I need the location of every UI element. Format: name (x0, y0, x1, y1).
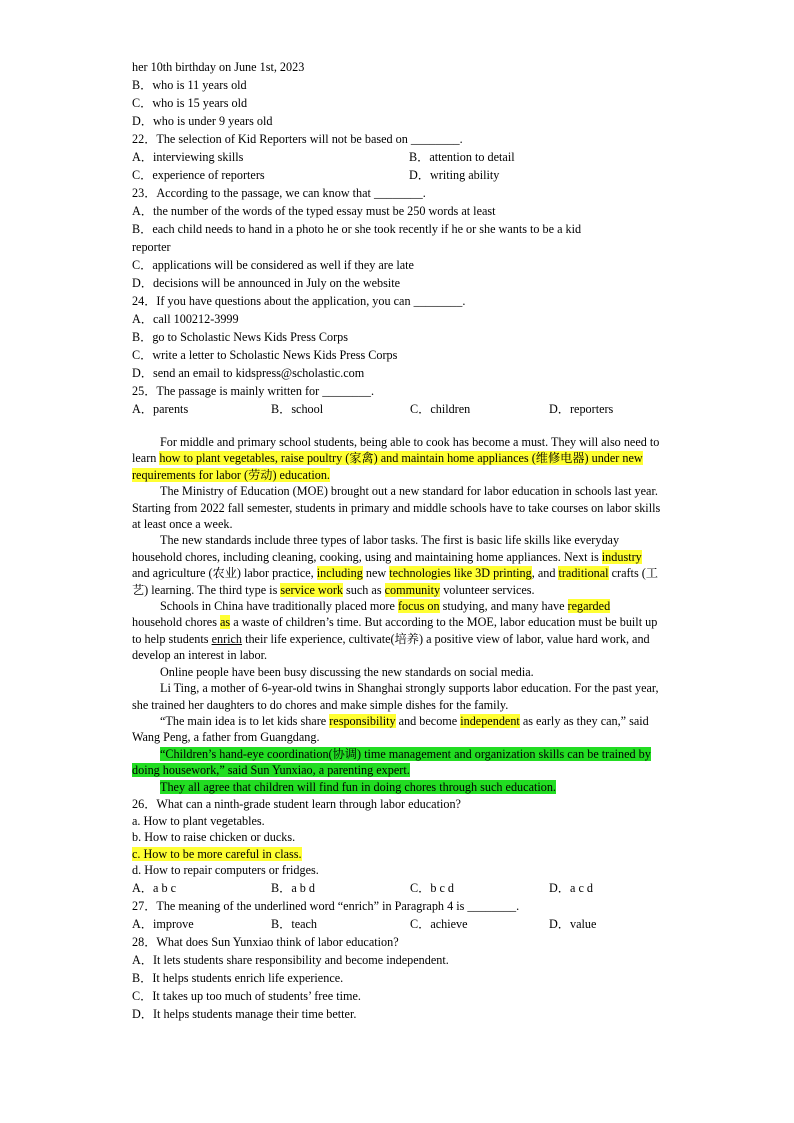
underlined-word: enrich (211, 631, 243, 646)
q25-option-d: D．reporters (549, 402, 614, 416)
q24-option-d: D．send an email to kidspress@scholastic.com (132, 366, 365, 380)
passage-paragraph-3: The new standards include three types of labor tasks. The first is basic life skills like everyday household chores, including cleaning, cooking, using and maintaining home appliances. Next is industry and agriculture (农业) labor practice, including new technologies like 3D printing, and traditional crafts (工艺) learning. The third type is service work such as community volunteer services. (132, 533, 658, 597)
q22-option-d: D．writing ability (409, 168, 500, 182)
reading-passage (132, 434, 662, 795)
q23-option-c: C．applications will be considered as well if they are late (132, 258, 414, 272)
highlight: traditional (558, 566, 609, 581)
highlight-green: “Children’s hand-eye coordination(协调) time management and organization skills can be trained by doing housework,” said Sun Yunxiao, a parenting expert. (132, 746, 651, 778)
q23-stem: 23．According to the passage, we can know that ________. (132, 186, 426, 200)
passage-paragraph-6: Li Ting, a mother of 6-year-old twins in Shanghai strongly supports labor education. For the past year, she trained her daughters to do chores and make simple dishes for the family. (132, 681, 659, 712)
passage-paragraph-7: “The main idea is to let kids share responsibility and become independent as early as they can,” said Wang Peng, a father from Guangdang. (132, 713, 649, 745)
q26-option-c: C．b c d (410, 880, 455, 895)
highlight: as (220, 615, 231, 630)
highlight: c. How to be more careful in class. (132, 846, 302, 861)
highlight: independent (460, 713, 520, 728)
q26-option-d: D．a c d (549, 880, 593, 895)
q25-option-b: B．school (271, 402, 324, 416)
passage-paragraph-8 (132, 746, 662, 779)
question-22 (132, 130, 662, 184)
q23-option-d: D．decisions will be announced in July on the website (132, 276, 401, 290)
question-27 (132, 897, 662, 933)
question-24 (132, 292, 662, 382)
q27-option-b: B．teach (271, 916, 318, 931)
q24-option-a: A．call 100212-3999 (132, 312, 239, 326)
q28-option-a: A．It lets students share responsibility and become independent. (132, 952, 449, 967)
q27-option-a: A．improve (132, 916, 194, 931)
passage-paragraph-9 (132, 779, 662, 795)
q26-stem: 26．What can a ninth-grade student learn through labor education? (132, 796, 461, 811)
q26-item-b: b. How to raise chicken or ducks. (132, 830, 296, 845)
q21-option-b: B．who is 11 years old (132, 78, 247, 92)
q27-option-c: C．achieve (410, 916, 468, 931)
highlight: regarded (567, 599, 611, 614)
question-21-tail (132, 58, 662, 130)
highlight: industry (601, 549, 642, 564)
passage-paragraph-2: The Ministry of Education (MOE) brought out a new standard for labor education in schools last year. Starting from 2022 fall semester, students in primary and middle schools have to take courses on labor skills at least once a week. (132, 484, 661, 532)
q26-item-c (132, 846, 662, 862)
q26-item-d: d. How to repair computers or fridges. (132, 863, 319, 878)
q26-item-a: a. How to plant vegetables. (132, 813, 265, 828)
passage-paragraph-4: Schools in China have traditionally placed more focus on studying, and many have regarded household chores as a waste of children’s time. But according to the MOE, labor education must be built up to help students enrich their life experience, cultivate(培养) a positive view of labor, value hard work, and develop an interest in labor. (132, 599, 658, 663)
highlight: including (316, 566, 363, 581)
highlight-green: They all agree that children will find fun in doing chores through such education. (160, 779, 556, 794)
q24-option-c: C．write a letter to Scholastic News Kids Press Corps (132, 348, 398, 362)
q22-stem: 22．The selection of Kid Reporters will not be based on ________. (132, 132, 463, 146)
highlight: focus on (397, 599, 440, 614)
q22-option-c: C．experience of reporters (132, 168, 265, 182)
highlight: service work (280, 582, 343, 597)
highlight: technologies like 3D printing (389, 566, 532, 581)
question-25 (132, 382, 662, 418)
q28-stem: 28．What does Sun Yunxiao think of labor education? (132, 934, 399, 949)
question-26 (132, 795, 662, 897)
q23-option-a: A．the number of the words of the typed essay must be 250 words at least (132, 204, 496, 218)
q25-option-c: C．children (410, 402, 471, 416)
passage-paragraph-5: Online people have been busy discussing the new standards on social media. (160, 664, 534, 679)
q21-option-c: C．who is 15 years old (132, 96, 248, 110)
q27-stem: 27．The meaning of the underlined word “enrich” in Paragraph 4 is ________. (132, 898, 520, 913)
section-gap (132, 418, 662, 434)
q24-option-b: B．go to Scholastic News Kids Press Corps (132, 330, 348, 344)
q22-option-a: A．interviewing skills (132, 150, 244, 164)
q21-continuation: her 10th birthday on June 1st, 2023 (132, 60, 305, 74)
highlight: responsibility (329, 713, 396, 728)
q23-option-b-line1: B．each child needs to hand in a photo he or she took recently if he or she wants to be a kid (132, 222, 582, 236)
exam-page (132, 58, 662, 1023)
q24-stem: 24．If you have questions about the application, you can ________. (132, 294, 466, 308)
q27-option-d: D．value (549, 916, 597, 931)
q21-option-d: D．who is under 9 years old (132, 114, 273, 128)
q23-option-b-line2: reporter (132, 240, 171, 254)
highlight: community (384, 582, 441, 597)
q28-option-c: C．It takes up too much of students’ free time. (132, 988, 361, 1003)
q25-option-a: A．parents (132, 402, 189, 416)
q26-option-b: B．a b d (271, 880, 316, 895)
passage-paragraph-1: For middle and primary school students, being able to cook has become a must. They will also need to learn how to plant vegetables, raise poultry (家禽) and maintain home appliances (维修电器) under new requirements for labor (劳动) education. (132, 435, 660, 482)
q22-option-b: B．attention to detail (409, 150, 515, 164)
q28-option-d: D．It helps students manage their time better. (132, 1006, 357, 1021)
question-28 (132, 933, 662, 1023)
q26-option-a: A．a b c (132, 880, 176, 895)
q25-stem: 25．The passage is mainly written for ________. (132, 384, 375, 398)
question-23 (132, 184, 662, 292)
highlight: how to plant vegetables, raise poultry (家禽) and maintain home appliances (维修电器) under new requirements for labor (劳动) education. (132, 451, 643, 482)
q28-option-b: B．It helps students enrich life experience. (132, 970, 344, 985)
